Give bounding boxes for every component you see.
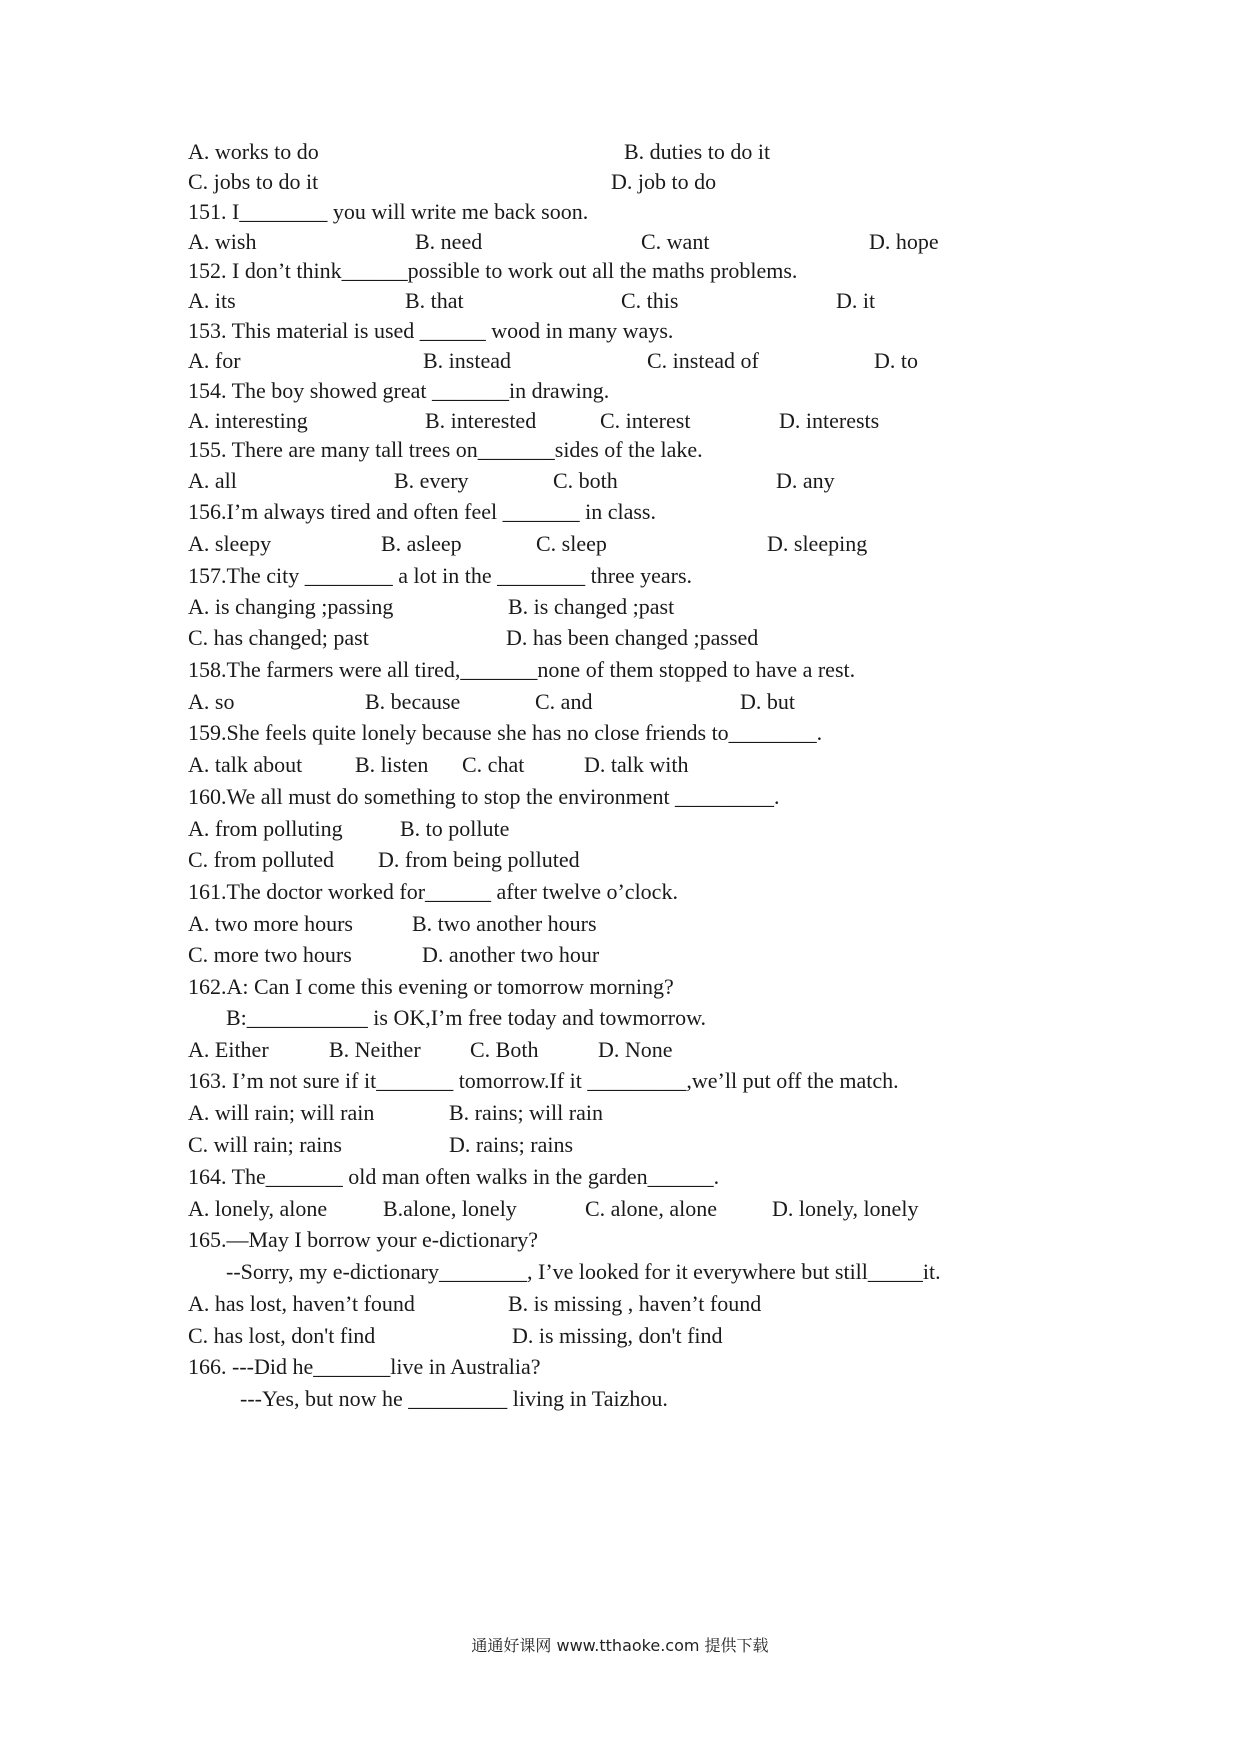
answer-option: B. that bbox=[405, 288, 464, 313]
question-line: 165.—May I borrow your e-dictionary? bbox=[188, 1227, 539, 1252]
answer-option: C. Both bbox=[470, 1037, 539, 1062]
answer-option: A. talk about bbox=[188, 752, 303, 777]
question-line: 152. I don’t think______possible to work out all the maths problems. bbox=[188, 258, 798, 283]
question-line: 157.The city ________ a lot in the ________ three years. bbox=[188, 563, 693, 588]
answer-option: B. rains; will rain bbox=[449, 1100, 603, 1125]
answer-option: B. every bbox=[394, 468, 469, 493]
question-line: 155. There are many tall trees on_______sides of the lake. bbox=[188, 437, 703, 462]
answer-option: C. has changed; past bbox=[188, 625, 369, 650]
answer-option: A. is changing ;passing bbox=[188, 594, 394, 619]
answer-option: D. has been changed ;passed bbox=[506, 625, 759, 650]
answer-option: C. from polluted bbox=[188, 847, 335, 872]
answer-option: A. will rain; will rain bbox=[188, 1100, 375, 1125]
question-line: 151. I________ you will write me back soon. bbox=[188, 199, 589, 224]
answer-option: D. hope bbox=[869, 229, 939, 254]
answer-option: A. its bbox=[188, 288, 236, 313]
answer-option: C. interest bbox=[600, 408, 691, 433]
answer-option: C. sleep bbox=[536, 531, 607, 556]
answer-option: D. interests bbox=[779, 408, 880, 433]
question-line: 153. This material is used ______ wood in many ways. bbox=[188, 318, 674, 343]
question-line: 164. The_______ old man often walks in the garden______. bbox=[188, 1164, 720, 1189]
answer-option: C. has lost, don't find bbox=[188, 1323, 376, 1348]
question-line: 160.We all must do something to stop the environment _________. bbox=[188, 784, 780, 809]
question-line: --Sorry, my e-dictionary________, I’ve looked for it everywhere but still_____it. bbox=[226, 1259, 941, 1284]
question-line: 162.A: Can I come this evening or tomorrow morning? bbox=[188, 974, 674, 999]
answer-option: B. is changed ;past bbox=[508, 594, 675, 619]
answer-option: D. rains; rains bbox=[449, 1132, 574, 1157]
answer-option: C. instead of bbox=[647, 348, 759, 373]
answer-option: C. jobs to do it bbox=[188, 169, 319, 194]
answer-option: B. two another hours bbox=[412, 911, 597, 936]
answer-option: C. chat bbox=[462, 752, 525, 777]
answer-option: A. two more hours bbox=[188, 911, 353, 936]
answer-option: D. to bbox=[874, 348, 918, 373]
answer-option: B. interested bbox=[425, 408, 537, 433]
answer-option: A. so bbox=[188, 689, 235, 714]
answer-option: C. more two hours bbox=[188, 942, 352, 967]
answer-option: C. alone, alone bbox=[585, 1196, 717, 1221]
answer-option: C. and bbox=[535, 689, 593, 714]
answer-option: A. wish bbox=[188, 229, 257, 254]
answer-option: D. lonely, lonely bbox=[772, 1196, 919, 1221]
answer-option: B. is missing , haven’t found bbox=[508, 1291, 762, 1316]
answer-option: B. asleep bbox=[381, 531, 462, 556]
question-line: 156.I’m always tired and often feel _______ in class. bbox=[188, 499, 656, 524]
answer-option: B. to pollute bbox=[400, 816, 510, 841]
answer-option: D. job to do bbox=[611, 169, 717, 194]
answer-option: D. but bbox=[740, 689, 795, 714]
question-line: ---Yes, but now he _________ living in Taizhou. bbox=[240, 1386, 668, 1411]
question-line: 166. ---Did he_______live in Australia? bbox=[188, 1354, 541, 1379]
answer-option: D. from being polluted bbox=[378, 847, 580, 872]
answer-option: C. this bbox=[621, 288, 679, 313]
answer-option: D. talk with bbox=[584, 752, 689, 777]
answer-option: B. listen bbox=[355, 752, 429, 777]
answer-option: D. it bbox=[836, 288, 876, 313]
page-footer: 通通好课网 www.tthaoke.com 提供下载 bbox=[471, 1636, 769, 1655]
answer-option: A. Either bbox=[188, 1037, 269, 1062]
question-line: B:___________ is OK,I’m free today and towmorrow. bbox=[226, 1005, 707, 1030]
answer-option: B.alone, lonely bbox=[383, 1196, 517, 1221]
question-line: 161.The doctor worked for______ after twelve o’clock. bbox=[188, 879, 678, 904]
answer-option: D. sleeping bbox=[767, 531, 868, 556]
answer-option: B. Neither bbox=[329, 1037, 421, 1062]
answer-option: C. want bbox=[641, 229, 710, 254]
answer-option: D. is missing, don't find bbox=[512, 1323, 723, 1348]
answer-option: D. another two hour bbox=[422, 942, 600, 967]
answer-option: A. has lost, haven’t found bbox=[188, 1291, 415, 1316]
answer-option: D. any bbox=[776, 468, 835, 493]
answer-option: B. because bbox=[365, 689, 461, 714]
answer-option: A. all bbox=[188, 468, 237, 493]
question-line: 158.The farmers were all tired,_______none of them stopped to have a rest. bbox=[188, 657, 856, 682]
answer-option: A. for bbox=[188, 348, 241, 373]
answer-option: A. from polluting bbox=[188, 816, 343, 841]
answer-option: B. duties to do it bbox=[624, 139, 771, 164]
answer-option: B. instead bbox=[423, 348, 511, 373]
answer-option: A. lonely, alone bbox=[188, 1196, 328, 1221]
answer-option: C. will rain; rains bbox=[188, 1132, 342, 1157]
answer-option: C. both bbox=[553, 468, 618, 493]
answer-option: D. None bbox=[598, 1037, 673, 1062]
question-line: 154. The boy showed great _______in drawing. bbox=[188, 378, 610, 403]
answer-option: A. interesting bbox=[188, 408, 308, 433]
question-line: 163. I’m not sure if it_______ tomorrow.If it _________,we’ll put off the match. bbox=[188, 1068, 899, 1093]
question-line: 159.She feels quite lonely because she has no close friends to________. bbox=[188, 720, 823, 745]
answer-option: A. sleepy bbox=[188, 531, 272, 556]
answer-option: B. need bbox=[415, 229, 483, 254]
answer-option: A. works to do bbox=[188, 139, 319, 164]
